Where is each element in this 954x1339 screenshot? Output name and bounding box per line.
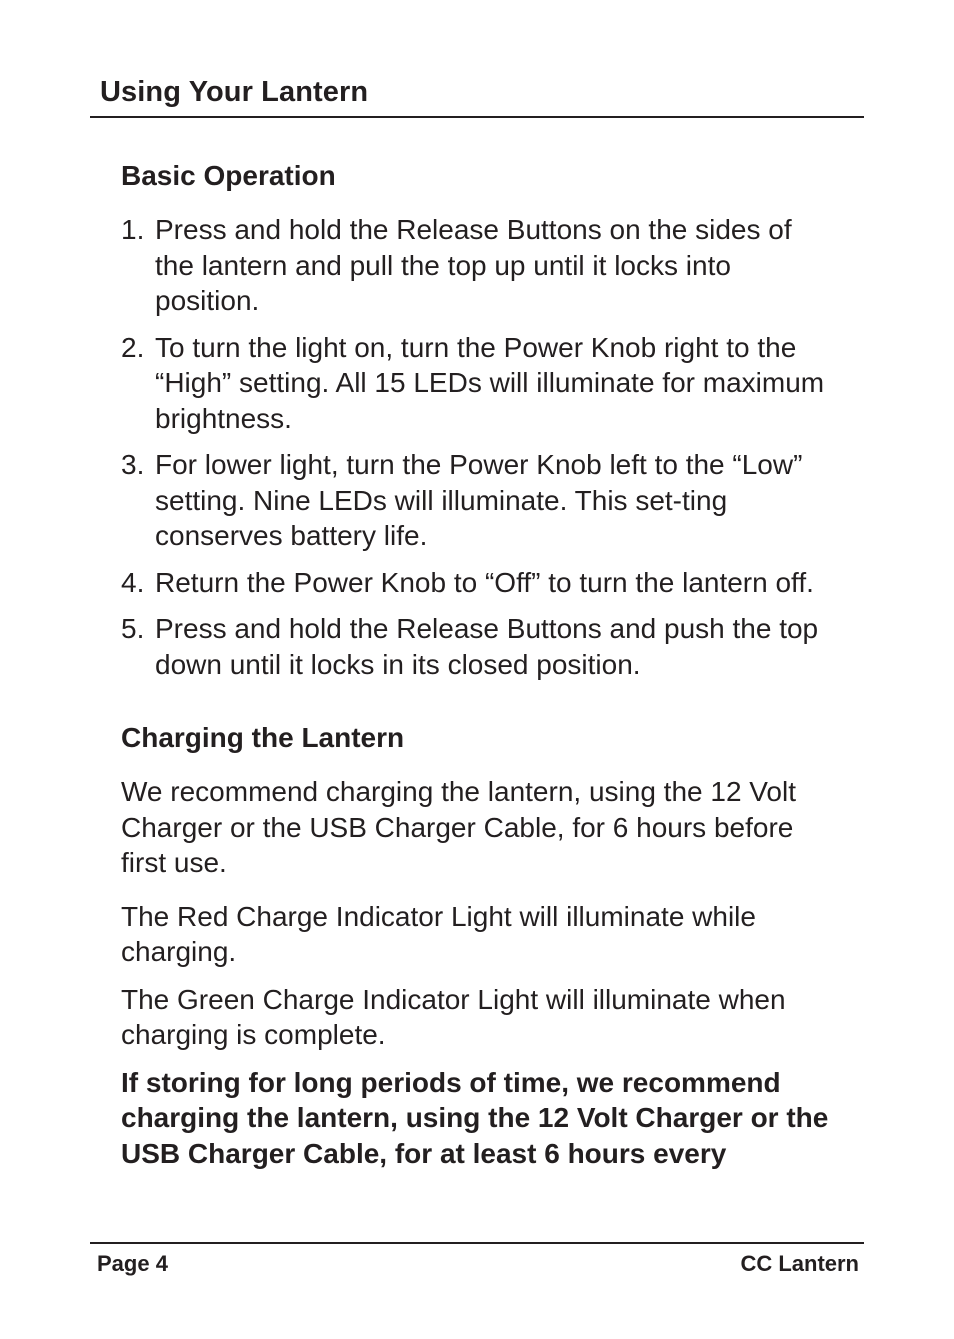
step-text: Return the Power Knob to “Off” to turn the lantern off. <box>155 566 814 598</box>
step-item <box>121 565 836 601</box>
step-text: Press and hold the Release Buttons on the sides of the lantern and pull the top up until it locks into position. <box>155 214 792 316</box>
charging-heading: Charging the Lantern <box>121 722 405 753</box>
step-number: 5. <box>121 613 145 644</box>
step-number: 4. <box>121 566 145 598</box>
step-text: Press and hold the Release Buttons and push the top down until it locks in its closed position. <box>155 613 819 680</box>
step-text: To turn the light on, turn the Power Knob right to the “High” setting. All 15 LEDs will illuminate for maximum brightness. <box>155 331 825 434</box>
page-number: Page 4 <box>97 1251 168 1276</box>
step-item <box>121 447 836 554</box>
step-item <box>121 330 836 437</box>
basic-operation-steps <box>121 212 836 682</box>
page-header <box>90 72 864 118</box>
page-content <box>121 158 836 1183</box>
charging-paragraph: The Red Charge Indicator Light will illuminate while charging. <box>121 900 756 967</box>
step-item <box>121 611 836 682</box>
step-number: 3. <box>121 449 145 480</box>
step-text: For lower light, turn the Power Knob left to the “Low” setting. Nine LEDs will illuminate. This set-ting conserves battery life. <box>155 449 803 551</box>
basic-operation-heading: Basic Operation <box>121 160 336 191</box>
step-number: 2. <box>121 331 145 363</box>
product-name: CC Lantern <box>740 1251 859 1276</box>
charging-paragraph: We recommend charging the lantern, using the 12 Volt Charger or the USB Charger Cable, for 6 hours before first use. <box>121 776 796 878</box>
step-item <box>121 212 836 319</box>
page-title: Using Your Lantern <box>100 76 369 108</box>
page-footer <box>90 1242 864 1284</box>
step-number: 1. <box>121 214 145 245</box>
storage-note: If storing for long periods of time, we recommend charging the lantern, using the 12 Volt Charger or the USB Charger Cable, for at least 6 hours every <box>121 1066 829 1169</box>
charging-paragraph: The Green Charge Indicator Light will illuminate when charging is complete. <box>121 983 786 1050</box>
